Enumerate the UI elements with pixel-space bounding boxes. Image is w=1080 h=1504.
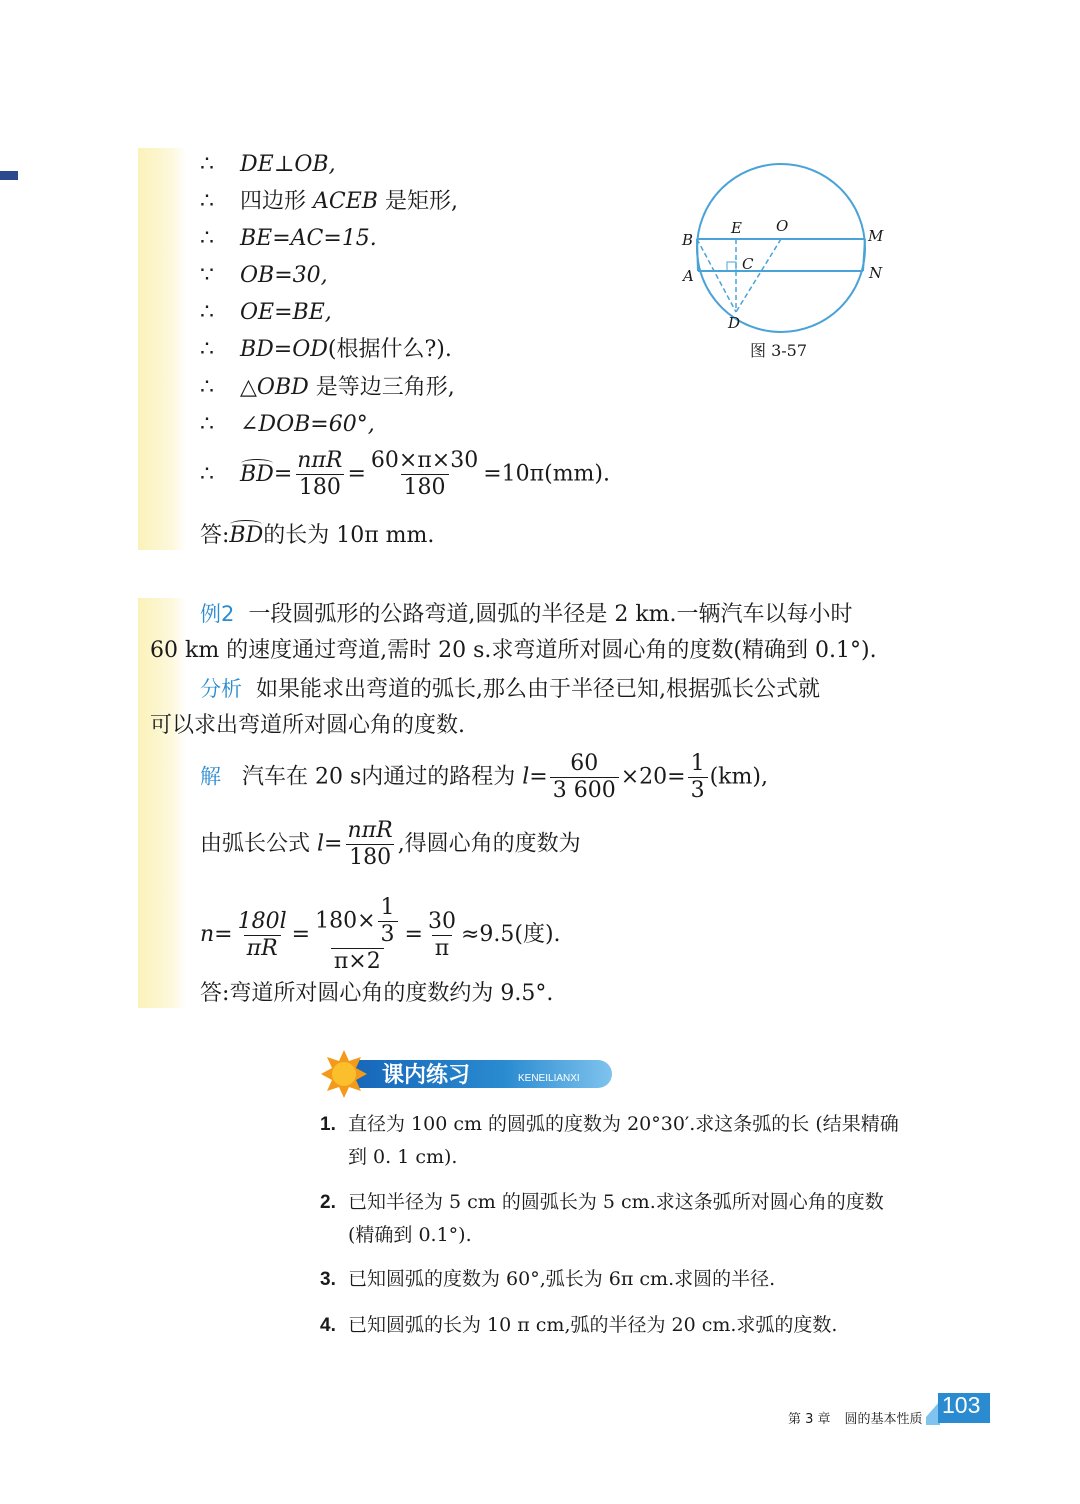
label-n: N: [869, 264, 883, 282]
example2-line-1: 例2 一段圆弧形的公路弯道,圆弧的半径是 2 km.一辆汽车以每小时: [200, 602, 853, 627]
fraction: $\frac{60}{3 600}$: [550, 751, 619, 804]
example2-line-2: 60 km 的速度通过弯道,需时 20 s.求弯道所对圆心角的度数(精确到 0.1°).: [150, 638, 877, 663]
proof-line-4: ∵ OB=30,: [200, 261, 328, 291]
therefore-symbol: ∴: [200, 189, 214, 214]
practice-item: 3. 已知圆弧的度数为 60°,弧长为 6π cm.求圆的半径.: [320, 1268, 776, 1290]
practice-item: 1. 直径为 100 cm 的圆弧的度数为 20°30′.求这条弧的长 (结果精确 到 0. 1 cm).: [320, 1113, 899, 1168]
page-number: 103: [942, 1392, 981, 1418]
label-o: O: [776, 217, 789, 235]
example-label: 例2: [200, 602, 235, 626]
proof-line-2: ∴ 四边形 ACEB 是矩形,: [200, 187, 458, 217]
circle: [697, 164, 865, 332]
fraction: $\frac{\text{nπR}}{180}$: [297, 448, 343, 500]
label-m: M: [868, 227, 884, 245]
sun-core: [332, 1062, 356, 1086]
therefore-symbol: ∴: [200, 412, 214, 437]
fraction: $\frac{180l}{\pi R}$: [237, 908, 287, 961]
therefore-symbol: ∴: [200, 337, 214, 362]
solution-line-2: 由弧长公式 l= $\frac{\text{nπR}}{180}$ ,得圆心角的度数为: [200, 818, 581, 870]
example2-answer: 答:弯道所对圆心角的度数约为 9.5°.: [200, 981, 554, 1006]
therefore-symbol: ∴: [200, 461, 214, 487]
analysis-label: 分析: [200, 677, 242, 701]
label-c: C: [742, 255, 754, 273]
chapter-title: 圆的基本性质: [844, 1412, 923, 1427]
solution-line-1: 解 汽车在 20 s内通过的路程为 l= $\frac{60}{3 600}$ ×20= $\frac{1}{3}$ (km),: [200, 751, 768, 803]
therefore-symbol: ∴: [200, 152, 214, 177]
because-symbol: ∵: [200, 263, 214, 288]
proof-line-1: ∴ DE⊥OB,: [200, 150, 336, 180]
proof-line-6: ∴ BD=OD(根据什么?).: [200, 335, 452, 365]
proof-line-3: ∴ BE=AC=15.: [200, 224, 377, 254]
segment-mn: [863, 239, 865, 271]
proof-line-9: ∴ BD= $\frac{\text{nπR}}{180}$ = $\frac{60\times\pi\times 30}{180}$ =10π(mm).: [200, 448, 610, 500]
label-d: D: [728, 314, 741, 332]
highlight-band: [138, 148, 186, 550]
practice-item: 2. 已知半径为 5 cm 的圆弧长为 5 cm.求这条弧所对圆心角的度数 (精确到 0.1°).: [320, 1191, 884, 1246]
right-angle-mark: [727, 262, 736, 271]
circle-figure: [678, 150, 888, 365]
proof-line-5: ∴ OE=BE,: [200, 298, 332, 328]
margin-tab: [0, 171, 18, 180]
fraction: $\frac{1}{3}$: [688, 751, 708, 804]
label-e: E: [731, 219, 742, 237]
solution-label: 解: [200, 764, 221, 789]
fraction: $\frac{\text{nπR}}{180}$: [347, 818, 393, 870]
chapter-number: 第 3 章: [788, 1412, 831, 1427]
therefore-symbol: ∴: [200, 375, 214, 400]
figure-caption: 图 3-57: [750, 341, 808, 360]
arc-bd: BD: [240, 460, 274, 490]
segment-ba: [697, 239, 698, 271]
proof-line-8: ∴ ∠DOB=60°,: [200, 410, 375, 440]
analysis-line-2: 可以求出弯道所对圆心角的度数.: [150, 713, 465, 738]
therefore-symbol: ∴: [200, 300, 214, 325]
therefore-symbol: ∴: [200, 226, 214, 251]
fraction: $\frac{60\times\pi\times 30}{180}$: [370, 448, 479, 500]
fraction: 180× $\frac{1}{3}$ π×2: [312, 895, 402, 975]
page-footer: [788, 1408, 937, 1427]
fraction: $\frac{1}{3}$: [378, 895, 398, 948]
practice-subtitle: KENEILIANXI: [518, 1073, 580, 1084]
practice-banner: [320, 1048, 620, 1100]
analysis-line-1: 分析 如果能求出弯道的弧长,那么由于半径已知,根据弧长公式就: [200, 677, 820, 702]
label-a: A: [683, 267, 694, 285]
proof-line-7: ∴ △OBD 是等边三角形,: [200, 373, 455, 403]
arc-bd: BD: [229, 521, 263, 551]
segment-od: [736, 239, 781, 312]
fraction: $\frac{30}{\pi}$: [427, 908, 456, 961]
practice-title: 课内练习: [382, 1063, 471, 1088]
practice-item: 4. 已知圆弧的长为 10 π cm,弧的半径为 20 cm.求弧的度数.: [320, 1314, 838, 1336]
proof-answer: 答:BD的长为 10π mm.: [200, 521, 434, 551]
label-b: B: [682, 231, 694, 249]
solution-line-3: n= $\frac{180l}{\pi R}$ = 180× $\frac{1}{3}$ π×2 = $\frac{30}{\pi}$ ≈9.5(度).: [200, 895, 561, 974]
